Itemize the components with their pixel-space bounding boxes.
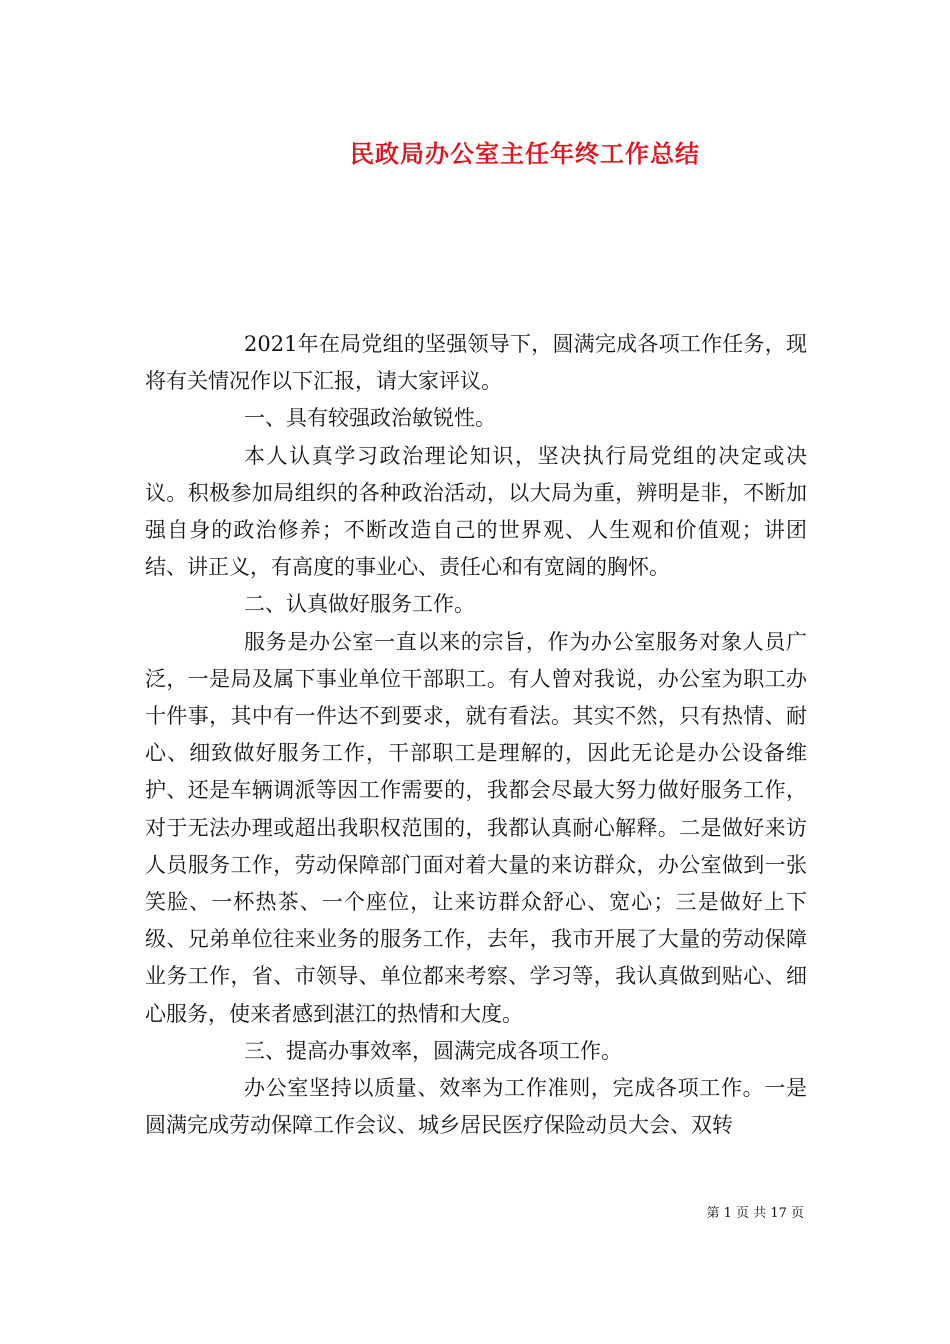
- document-body: [145, 326, 807, 1144]
- document-title: 民政局办公室主任年终工作总结: [350, 139, 700, 168]
- page-number: 第 1 页 共 17 页: [706, 1206, 804, 1221]
- section-heading-1: 一、具有较强政治敏锐性。: [244, 406, 496, 431]
- paragraph-efficiency: 办公室坚持以质量、效率为工作准则，完成各项工作。一是圆满完成劳动保障工作会议、城乡居民医疗保险动员大会、双转: [145, 1076, 807, 1138]
- paragraph-intro: 2021年在局党组的坚强领导下，圆满完成各项工作任务，现将有关情况作以下汇报，请大家评议。: [145, 332, 807, 394]
- paragraph-politics: 本人认真学习政治理论知识，坚决执行局党组的决定或决议。积极参加局组织的各种政治活动，以大局为重，辨明是非，不断加强自身的政治修养；不断改造自己的世界观、人生观和价值观；讲团结、讲正义，有高度的事业心、责任心和有宽阔的胸怀。: [145, 443, 807, 580]
- paragraph-service: 服务是办公室一直以来的宗旨，作为办公室服务对象人员广泛，一是局及属下事业单位干部职工。有人曾对我说，办公室为职工办十件事，其中有一件达不到要求，就有看法。其实不然，只有热情、耐心、细致做好服务工作，干部职工是理解的，因此无论是办公设备维护、还是车辆调派等因工作需要的，我都会尽最大努力做好服务工作，对于无法办理或超出我职权范围的，我都认真耐心解释。二是做好来访人员服务工作，劳动保障部门面对着大量的来访群众，办公室做到一张笑脸、一杯热茶、一个座位，让来访群众舒心、宽心；三是做好上下级、兄弟单位往来业务的服务工作，去年，我市开展了大量的劳动保障业务工作，省、市领导、单位都来考察、学习等，我认真做到贴心、细心服务，使来者感到湛江的热情和大度。: [145, 629, 807, 1026]
- section-heading-2: 二、认真做好服务工作。: [244, 592, 475, 617]
- section-heading-3: 三、提高办事效率，圆满完成各项工作。: [244, 1038, 622, 1063]
